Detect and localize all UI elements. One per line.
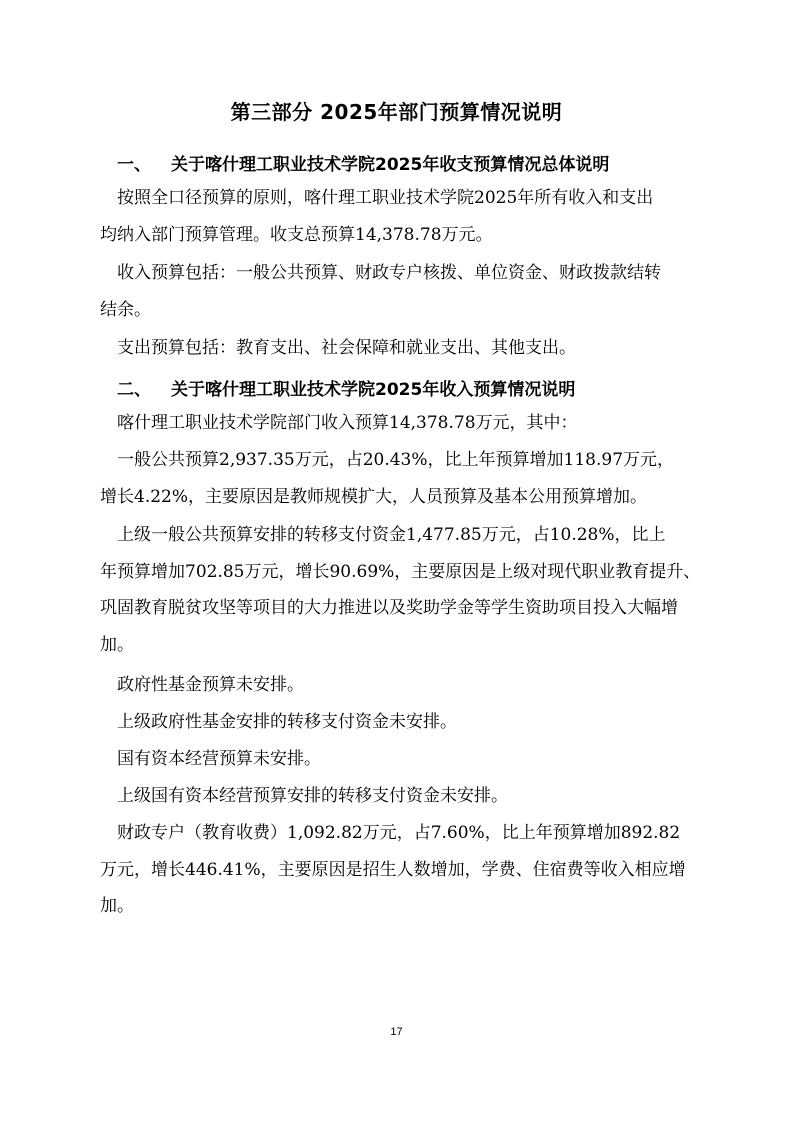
text-line: 加。 xyxy=(100,634,134,655)
section-heading-2 xyxy=(117,375,575,400)
text-line: 按照全口径预算的原则，喀什理工职业技术学院2025年所有收入和支出 xyxy=(117,188,654,208)
text-line: 政府性基金预算未安排。 xyxy=(117,675,304,695)
section-heading-text: 关于喀什理工职业技术学院2025年收支预算情况总体说明 xyxy=(171,155,610,175)
page-title: 第三部分 2025年部门预算情况说明 xyxy=(230,100,563,124)
paragraph xyxy=(100,405,705,442)
section-number: 二、 xyxy=(117,380,151,400)
paragraph xyxy=(100,255,705,328)
text-line: 均纳入部门预算管理。收支总预算14,378.78万元。 xyxy=(100,224,493,245)
section-number: 一、 xyxy=(117,155,151,175)
paragraph xyxy=(100,667,705,704)
text-line: 支出预算包括：教育支出、社会保障和就业支出、其他支出。 xyxy=(117,338,576,358)
text-line: 万元，增长446.41%，主要原因是招生人数增加，学费、住宿费等收入相应增 xyxy=(100,859,686,880)
text-line: 喀什理工职业技术学院部门收入预算14,378.78万元，其中： xyxy=(117,413,578,433)
text-line: 上级国有资本经营预算安排的转移支付资金未安排。 xyxy=(117,786,508,806)
text-line: 上级一般公共预算安排的转移支付资金1,477.85万元，占10.28%，比上 xyxy=(117,525,666,545)
text-line: 上级政府性基金安排的转移支付资金未安排。 xyxy=(117,712,457,732)
paragraph xyxy=(100,180,705,253)
text-line: 收入预算包括：一般公共预算、财政专户核拨、单位资金、财政拨款结转 xyxy=(117,263,661,283)
text-line: 国有资本经营预算未安排。 xyxy=(117,749,321,769)
text-line: 年预算增加702.85万元，增长90.69%，主要原因是上级对现代职业教育提升、 xyxy=(100,561,701,582)
page-number: 17 xyxy=(390,1026,403,1038)
text-line: 财政专户（教育收费）1,092.82万元，占7.60%，比上年预算增加892.82 xyxy=(117,823,681,843)
paragraph xyxy=(100,741,705,778)
text-line: 增长4.22%，主要原因是教师规模扩大，人员预算及基本公用预算增加。 xyxy=(100,486,648,507)
paragraph xyxy=(100,330,705,367)
text-line: 结余。 xyxy=(100,299,151,320)
paragraph xyxy=(100,778,705,815)
section-heading-1 xyxy=(117,150,609,175)
text-line: 巩固教育脱贫攻坚等项目的大力推进以及奖助学金等学生资助项目投入大幅增 xyxy=(100,598,678,618)
paragraph xyxy=(100,815,705,925)
text-line: 加。 xyxy=(100,896,134,916)
paragraph xyxy=(100,517,705,663)
text-line: 一般公共预算2,937.35万元，占20.43%，比上年预算增加118.97万元， xyxy=(117,450,675,470)
paragraph xyxy=(100,442,705,515)
section-heading-text: 关于喀什理工职业技术学院2025年收入预算情况说明 xyxy=(171,380,576,400)
paragraph xyxy=(100,704,705,741)
